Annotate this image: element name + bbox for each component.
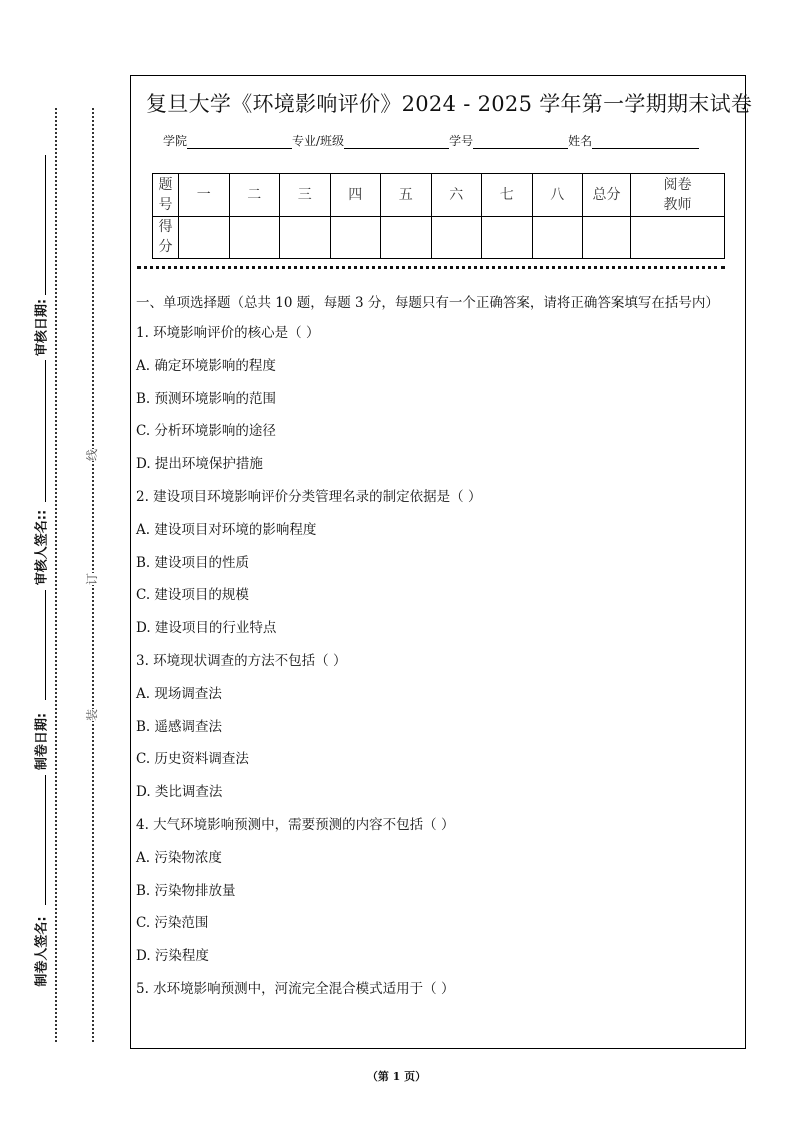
column-header: 三 — [280, 174, 331, 217]
answer-option: A. 现场调查法 — [136, 685, 222, 702]
column-header: 四 — [330, 174, 381, 217]
score-cell[interactable] — [431, 216, 482, 259]
major-class-label: 专业/班级 — [292, 134, 345, 148]
answer-option: B. 预测环境影响的范围 — [136, 390, 277, 407]
question-stem: 2. 建设项目环境影响评价分类管理名录的制定依据是（ ） — [136, 488, 482, 505]
question-list — [136, 322, 736, 1011]
answer-option: A. 建设项目对环境的影响程度 — [136, 521, 317, 538]
question-number-row — [153, 174, 725, 217]
row-label: 题号 — [153, 174, 179, 217]
answer-option: D. 建设项目的行业特点 — [136, 620, 277, 637]
score-cell[interactable] — [381, 216, 432, 259]
underline — [45, 590, 46, 700]
score-cell[interactable] — [179, 216, 230, 259]
major-class-field[interactable] — [344, 135, 449, 149]
score-cell[interactable] — [330, 216, 381, 259]
answer-option: A. 确定环境影响的程度 — [136, 357, 276, 374]
review-date-label: 审核日期: — [34, 298, 50, 357]
answer-option: D. 提出环境保护措施 — [136, 456, 263, 473]
questions-section — [136, 292, 736, 1011]
score-row — [153, 216, 725, 259]
question-stem: 3. 环境现状调查的方法不包括（ ） — [136, 652, 347, 669]
column-header: 一 — [179, 174, 230, 217]
score-cell[interactable] — [482, 216, 533, 259]
answer-option: C. 历史资料调查法 — [136, 751, 249, 768]
underline — [45, 155, 46, 295]
column-header: 二 — [229, 174, 280, 217]
score-table — [152, 173, 725, 259]
column-header: 七 — [482, 174, 533, 217]
answer-option: D. 污染程度 — [136, 948, 209, 965]
column-header: 五 — [381, 174, 432, 217]
answer-option: B. 建设项目的性质 — [136, 554, 250, 571]
name-label: 姓名 — [568, 134, 593, 148]
paper-maker-signature-label: 制卷人签名: — [34, 916, 50, 987]
question-stem: 1. 环境影响评价的核心是（ ） — [136, 325, 320, 341]
student-id-label: 学号 — [449, 134, 474, 148]
binding-mark-staple: 订 — [85, 572, 100, 586]
answer-option: D. 类比调查法 — [136, 784, 223, 801]
student-id-field[interactable] — [473, 135, 568, 149]
binding-mark-line: 线 — [85, 448, 100, 462]
score-cell[interactable] — [631, 216, 725, 259]
question-stem: 5. 水环境影响预测中，河流完全混合模式适用于（ ） — [136, 980, 455, 997]
reviewer-signature-label: 审核人签名:: — [34, 509, 50, 586]
score-cell[interactable] — [229, 216, 280, 259]
column-header: 阅卷教师 — [631, 174, 725, 217]
answer-option: B. 遥感调查法 — [136, 718, 223, 735]
student-info-row — [163, 132, 699, 149]
underline — [45, 775, 46, 905]
row-label: 得分 — [153, 216, 179, 259]
answer-option: C. 建设项目的规模 — [136, 587, 249, 604]
score-cell[interactable] — [583, 216, 631, 259]
page-number: （第 1 页） — [366, 1070, 427, 1083]
column-header: 总分 — [583, 174, 631, 217]
question-stem: 4. 大气环境影响预测中，需要预测的内容不包括（ ） — [136, 816, 455, 833]
college-field[interactable] — [187, 135, 292, 149]
score-cell[interactable] — [280, 216, 331, 259]
score-cell[interactable] — [532, 216, 583, 259]
column-header: 八 — [532, 174, 583, 217]
section-heading: 一、单项选择题（总共 10 题，每题 3 分，每题只有一个正确答案，请将正确答案填写在括号内） — [136, 295, 719, 311]
binding-mark-bind: 装 — [85, 708, 100, 722]
column-header: 六 — [431, 174, 482, 217]
paper-date-label: 制卷日期: — [34, 712, 50, 771]
college-label: 学院 — [163, 134, 188, 148]
answer-option: B. 污染物排放量 — [136, 882, 236, 899]
margin-dotted-line-outer — [55, 108, 57, 1042]
underline — [45, 360, 46, 502]
dotted-separator — [137, 266, 725, 269]
answer-option: A. 污染物浓度 — [136, 849, 222, 866]
exam-title: 复旦大学《环境影响评价》2024 - 2025 学年第一学期期末试卷 — [146, 92, 753, 116]
name-field[interactable] — [592, 135, 699, 149]
answer-option: C. 污染范围 — [136, 915, 209, 932]
answer-option: C. 分析环境影响的途径 — [136, 423, 276, 440]
